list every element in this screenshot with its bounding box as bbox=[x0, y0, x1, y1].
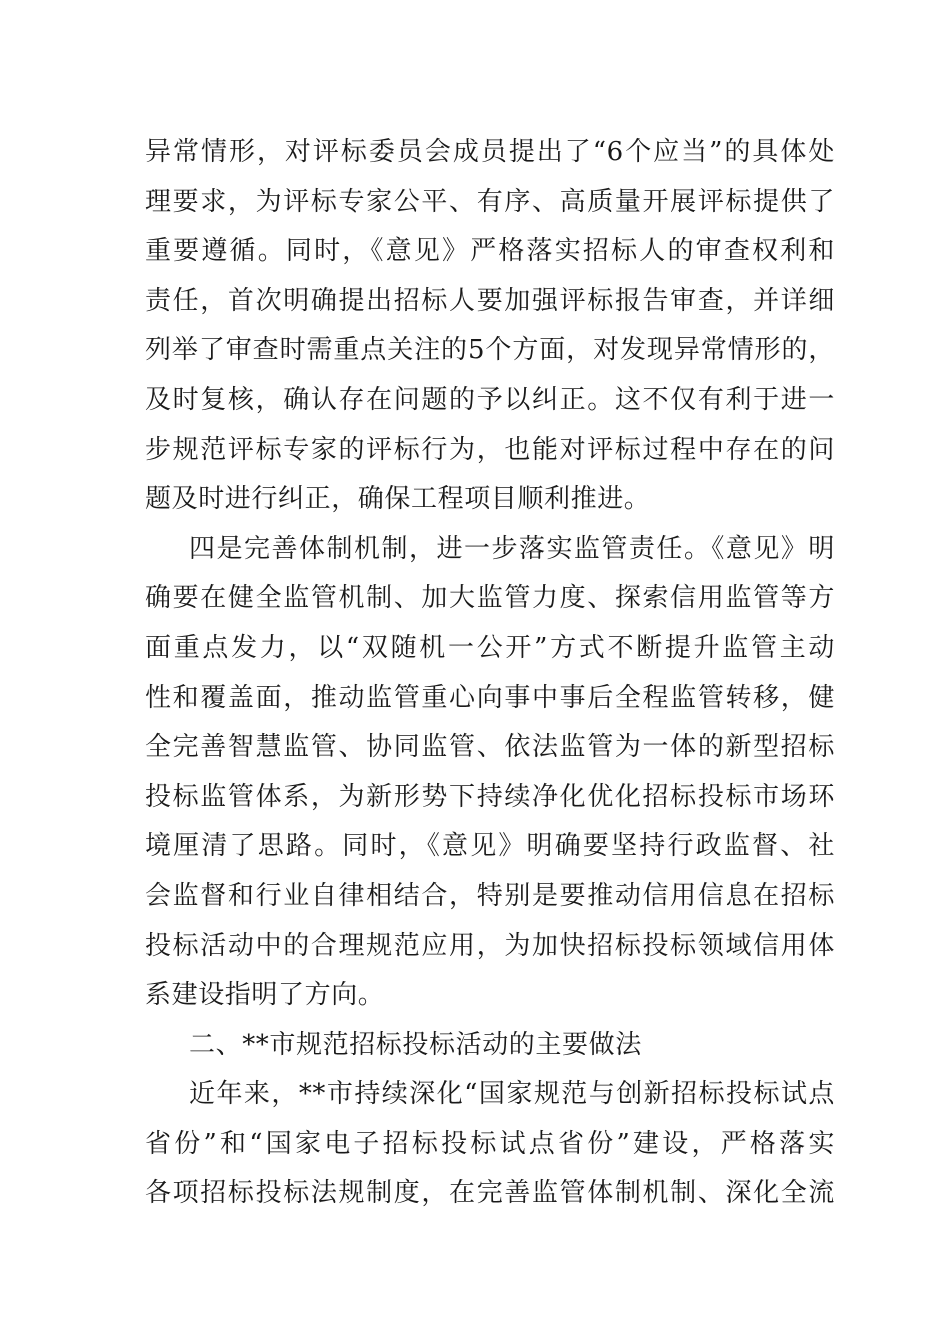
paragraph-line: 题及时进行纠正，确保工程项目顺利推进。 bbox=[145, 484, 651, 515]
paragraph-line: 异常情形，对评标委员会成员提出了“6个应当”的具体处 bbox=[145, 137, 835, 167]
paragraph-line: 理要求，为评标专家公平、有序、高质量开展评标提供了 bbox=[145, 186, 835, 217]
paragraph-line: 性和覆盖面，推动监管重心向事中事后全程监管转移，健 bbox=[145, 682, 835, 713]
paragraph-line: 各项招标投标法规制度，在完善监管体制机制、深化全流 bbox=[145, 1178, 835, 1209]
paragraph-line: 步规范评标专家的评标行为，也能对评标过程中存在的问 bbox=[145, 434, 835, 465]
paragraph-line: 列举了审查时需重点关注的5个方面，对发现异常情形的， bbox=[145, 335, 835, 366]
paragraph-line: 确要在健全监管机制、加大监管力度、探索信用监管等方 bbox=[145, 583, 835, 614]
paragraph-line: 会监督和行业自律相结合，特别是要推动信用信息在招标 bbox=[145, 880, 835, 911]
paragraph-line: 重要遵循。同时，《意见》严格落实招标人的审查权利和 bbox=[145, 236, 835, 267]
section-heading: 二、**市规范招标投标活动的主要做法 bbox=[189, 1029, 642, 1060]
paragraph-line: 系建设指明了方向。 bbox=[145, 980, 385, 1011]
paragraph-line: 境厘清了思路。同时，《意见》明确要坚持行政监督、社 bbox=[145, 831, 835, 862]
paragraph-line: 省份”和“国家电子招标投标试点省份”建设，严格落实 bbox=[145, 1128, 835, 1159]
paragraph-line: 面重点发力，以“双随机一公开”方式不断提升监管主动 bbox=[145, 632, 835, 663]
paragraph-first-line: 近年来，**市持续深化“国家规范与创新招标投标试点 bbox=[189, 1079, 835, 1110]
paragraph-line: 责任，首次明确提出招标人要加强评标报告审查，并详细 bbox=[145, 285, 835, 316]
paragraph-line: 投标监管体系，为新形势下持续净化优化招标投标市场环 bbox=[145, 781, 835, 812]
paragraph-line: 投标活动中的合理规范应用，为加快招标投标领域信用体 bbox=[145, 930, 835, 961]
document-body bbox=[145, 128, 835, 1219]
paragraph-line: 及时复核，确认存在问题的予以纠正。这不仅有利于进一 bbox=[145, 384, 835, 415]
paragraph-line: 全完善智慧监管、协同监管、依法监管为一体的新型招标 bbox=[145, 732, 835, 763]
paragraph-first-line: 四是完善体制机制，进一步落实监管责任。《意见》明 bbox=[189, 533, 835, 564]
